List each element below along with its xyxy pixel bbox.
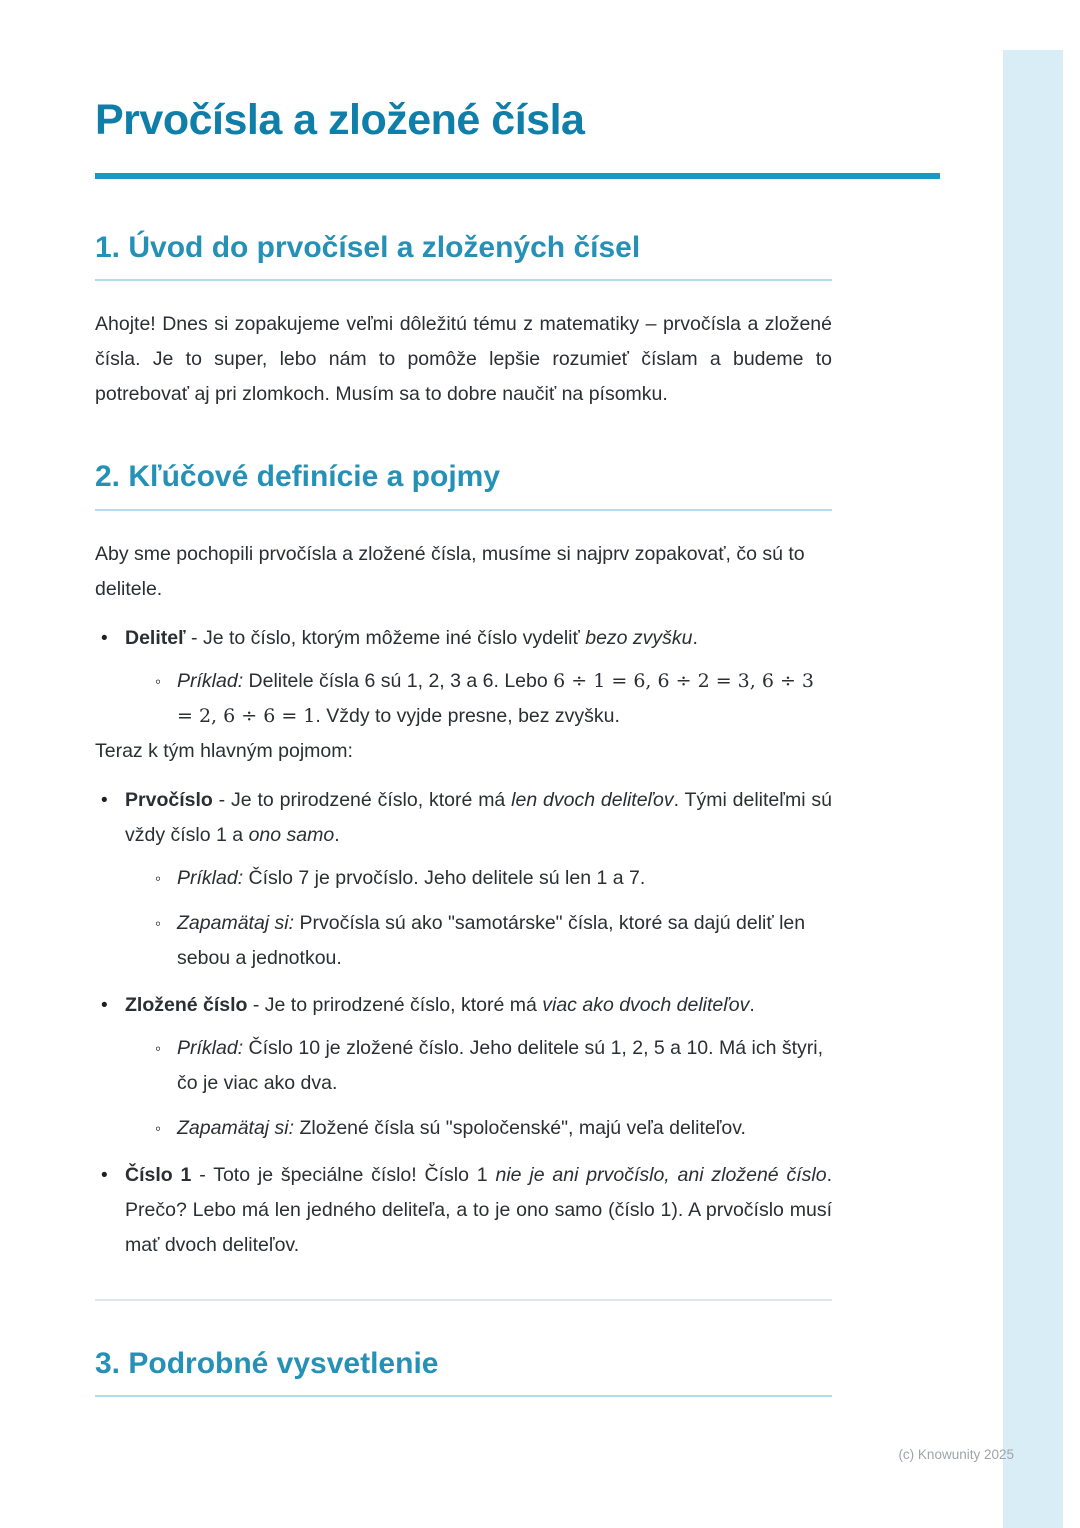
section-divider	[95, 1299, 832, 1301]
section-1-paragraph: Ahojte! Dnes si zopakujeme veľmi dôležitú tému z matematiky – prvočísla a zložené čísla. Je to super, lebo nám to pomôže lepšie rozumieť číslam a budeme to potrebovať aj pri zlomkoch. Musím sa to dobre naučiť na písomku.	[95, 313, 832, 406]
sub-list-item-priklad	[155, 861, 832, 896]
sub-list-item-text: Príklad: Číslo 7 je prvočíslo. Jeho delitele sú len 1 a 7.	[177, 866, 646, 889]
sub-list-item-priklad	[155, 1031, 832, 1101]
list-item-text: Deliteľ - Je to číslo, ktorým môžeme iné číslo vydeliť bezo zvyšku.	[125, 626, 698, 649]
right-stripe	[1003, 50, 1063, 1528]
bullet-icon: •	[101, 627, 108, 649]
list-item-prvocislo	[95, 783, 832, 976]
sub-list-item-text: Zapamätaj si: Prvočísla sú ako "samotárske" čísla, ktoré sa dajú deliť len sebou a jednotkou.	[177, 911, 806, 969]
section-2-heading: 2. Kľúčové definície a pojmy	[95, 458, 832, 511]
main-terms-list	[95, 783, 832, 1263]
sub-bullet-icon: ◦	[155, 1038, 162, 1058]
document-content	[95, 0, 832, 1423]
list-item-text: Zložené číslo - Je to prirodzené číslo, ktoré má viac ako dvoch deliteľov.	[125, 993, 755, 1016]
sub-bullet-icon: ◦	[155, 1118, 162, 1138]
bullet-icon: •	[101, 1164, 108, 1186]
copyright-watermark: (c) Knowunity 2025	[898, 1447, 1014, 1462]
section-explanation	[95, 1345, 832, 1398]
sub-bullet-icon: ◦	[155, 868, 162, 888]
section-1-heading: 1. Úvod do prvočísel a zložených čísel	[95, 229, 832, 282]
section-intro	[95, 229, 832, 413]
list-item-cislo-1	[95, 1158, 832, 1263]
section-2-intro-paragraph: Aby sme pochopili prvočísla a zložené čísla, musíme si najprv zopakovať, čo sú to delitele.	[95, 542, 805, 600]
divisor-definition-list	[95, 621, 832, 734]
sub-list-item-text: Príklad: Číslo 10 je zložené číslo. Jeho delitele sú 1, 2, 5 a 10. Má ich štyri, čo je viac ako dva.	[177, 1036, 823, 1094]
page-title: Prvočísla a zložené čísla	[95, 96, 585, 144]
sub-list	[125, 664, 832, 734]
list-item-delitel	[95, 621, 832, 734]
title-rule	[95, 173, 940, 179]
sub-list-item-priklad	[155, 664, 832, 734]
sub-bullet-icon: ◦	[155, 671, 162, 691]
section-definitions	[95, 458, 832, 1301]
section-2-transition-paragraph: Teraz k tým hlavným pojmom:	[95, 739, 353, 762]
sub-list-item-text: Príklad: Delitele čísla 6 sú 1, 2, 3 a 6. Lebo 6 ÷ 1 = 6, 6 ÷ 2 = 3, 6 ÷ 3 = 2, 6 ÷ 6 = 1. Vždy to vyjde presne, bez zvyšku.	[177, 669, 815, 727]
sub-list	[125, 1031, 832, 1146]
list-item-zlozene-cislo	[95, 988, 832, 1146]
sub-list-item-zapamataj	[155, 906, 832, 976]
sub-list	[125, 861, 832, 976]
list-item-text: Číslo 1 - Toto je špeciálne číslo! Číslo 1 nie je ani prvočíslo, ani zložené číslo. Prečo? Lebo má len jedného deliteľa, a to je ono samo (číslo 1). A prvočíslo musí mať dvoch deliteľov.	[125, 1163, 832, 1256]
section-3-heading: 3. Podrobné vysvetlenie	[95, 1345, 832, 1398]
sub-list-item-zapamataj	[155, 1111, 832, 1146]
bullet-icon: •	[101, 994, 108, 1016]
sub-bullet-icon: ◦	[155, 913, 162, 933]
sub-list-item-text: Zapamätaj si: Zložené čísla sú "spoločenské", majú veľa deliteľov.	[177, 1116, 746, 1139]
bullet-icon: •	[101, 789, 108, 811]
list-item-text: Prvočíslo - Je to prirodzené číslo, ktoré má len dvoch deliteľov. Tými deliteľmi sú vždy číslo 1 a ono samo.	[125, 788, 832, 846]
